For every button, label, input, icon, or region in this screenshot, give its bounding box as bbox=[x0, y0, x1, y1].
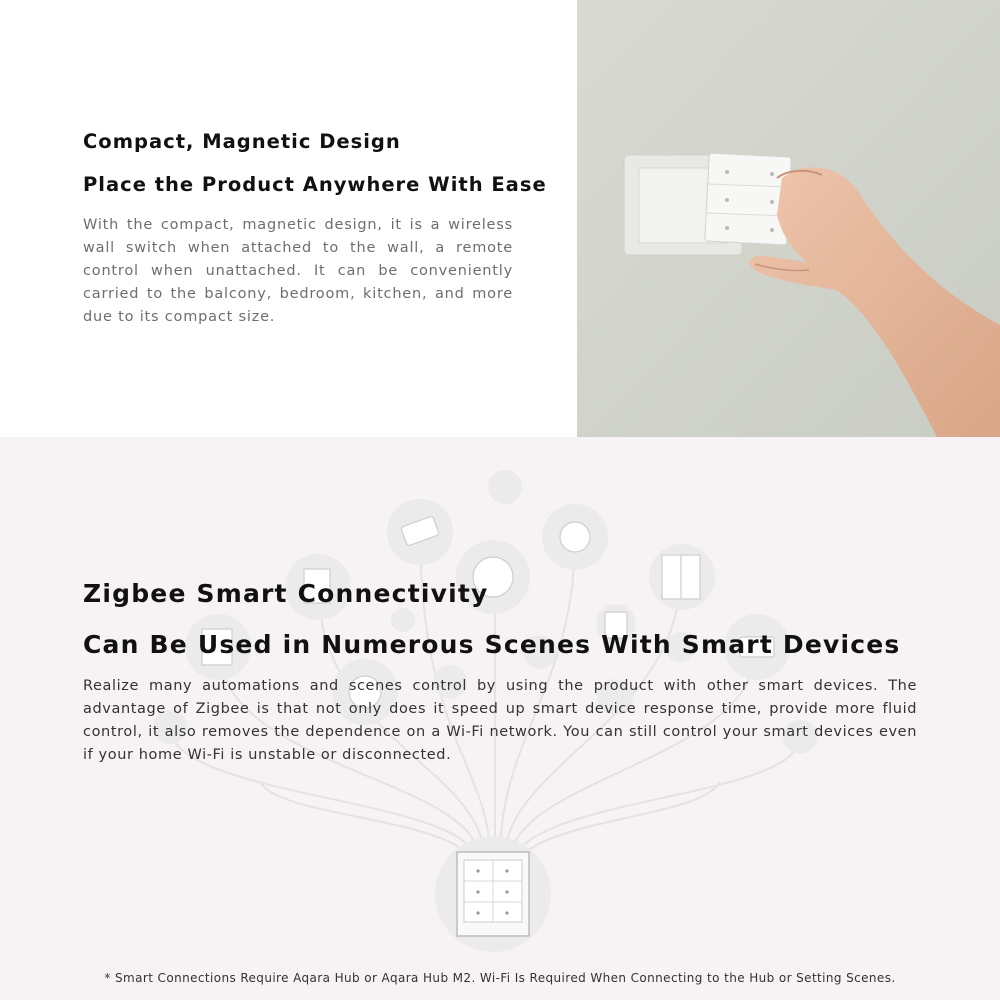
wireless-switch-panel bbox=[705, 153, 791, 245]
footnote: * Smart Connections Require Aqara Hub or Aqara Hub M2. Wi-Fi Is Required When Connecting to the Hub or Setting Scenes. bbox=[104, 971, 896, 985]
magnetic-design-text bbox=[83, 130, 547, 344]
zigbee-title: Zigbee Smart Connectivity bbox=[83, 579, 489, 608]
hand-switch-illustration bbox=[577, 0, 1000, 437]
central-wireless-switch bbox=[435, 836, 551, 952]
magnetic-design-subtitle: Place the Product Anywhere With Ease bbox=[83, 173, 547, 196]
magnetic-design-title: Compact, Magnetic Design bbox=[83, 130, 401, 153]
zigbee-text bbox=[83, 579, 917, 782]
zigbee-subtitle: Can Be Used in Numerous Scenes With Smart Devices bbox=[83, 630, 901, 659]
zigbee-description: Realize many automations and scenes control by using the product with other smart devices. The advantage of Zigbee is that not only does it speed up smart device response time, provide more fluid control, it also removes the dependence on a Wi-Fi network. You can still control your smart devices even if your home Wi-Fi is unstable or disconnected. bbox=[83, 678, 917, 763]
hand-holding-switch-photo bbox=[577, 0, 1000, 437]
magnetic-design-section bbox=[0, 0, 1000, 437]
magnetic-design-description: With the compact, magnetic design, it is a wireless wall switch when attached to the wall, a remote control when unattached. It can be conveniently carried to the balcony, bedroom, kitchen, and more due to its compact size. bbox=[83, 217, 513, 325]
zigbee-connectivity-section bbox=[0, 437, 1000, 1000]
